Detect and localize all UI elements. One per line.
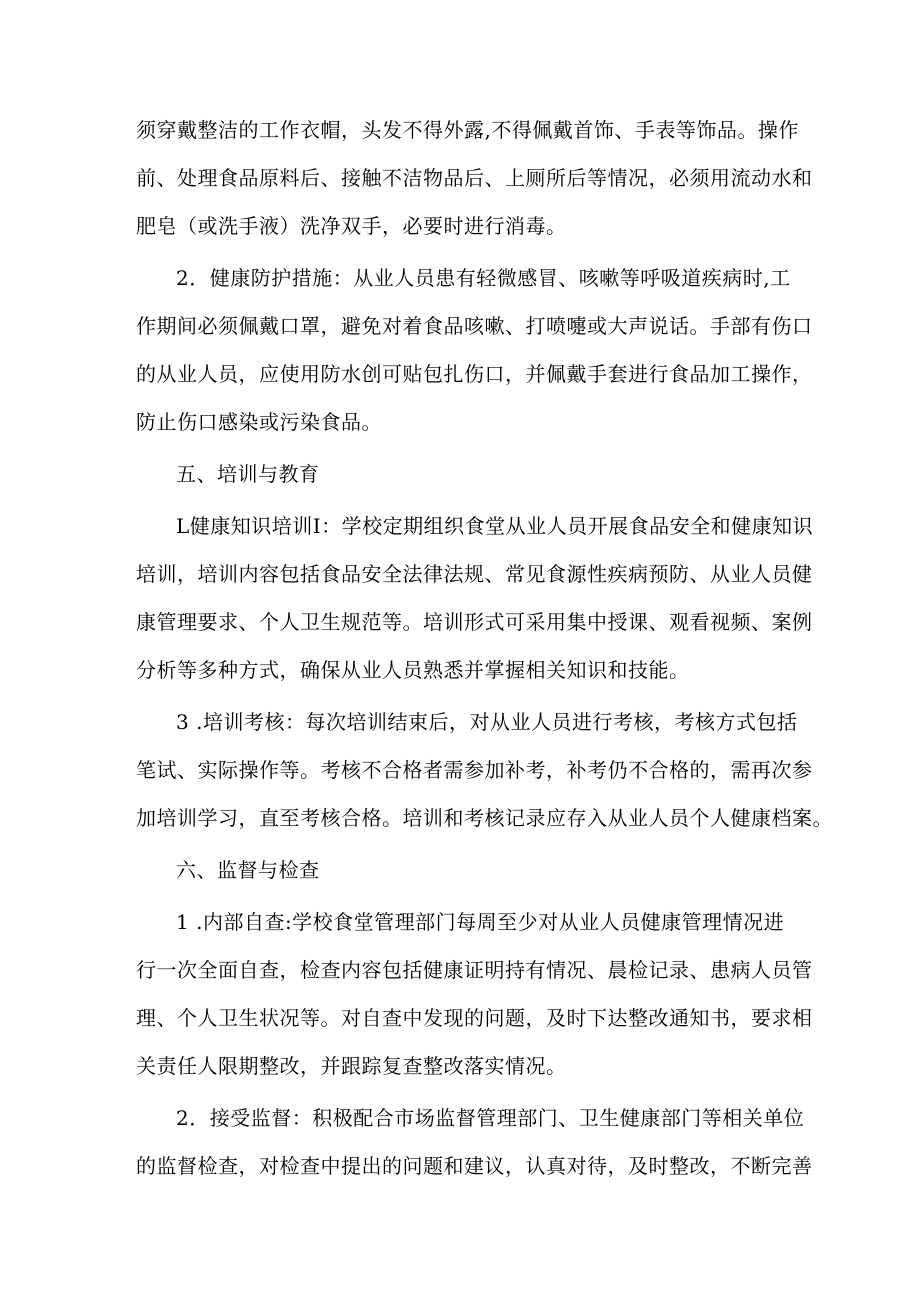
section-heading: 六、监督与检查 xyxy=(176,858,320,882)
paragraph-line: 2．健康防护措施：从业人员患有轻微感冒、咳嗽等呼吸道疾病时,工 xyxy=(176,266,791,290)
paragraph-line: 康管理要求、个人卫生规范等。培训形式可采用集中授课、观看视频、案例 xyxy=(136,610,813,634)
paragraph-line: 3 .培训考核：每次培训结束后，对从业人员进行考核，考核方式包括 xyxy=(176,710,798,734)
paragraph-line: 笔试、实际操作等。考核不合格者需参加补考，补考仍不合格的，需再次参 xyxy=(136,758,813,782)
paragraph-line: 前、处理食品原料后、接触不洁物品后、上厕所后等情况，必须用流动水和 xyxy=(136,166,813,190)
section-heading: 五、培训与教育 xyxy=(176,462,320,486)
paragraph-line: 1 .内部自查:学校食堂管理部门每周至少对从业人员健康管理情况进 xyxy=(176,910,785,934)
paragraph-line: 的监督检查，对检查中提出的问题和建议，认真对待，及时整改，不断完善 xyxy=(136,1154,813,1178)
paragraph-line: 的从业人员，应使用防水创可贴包扎伤口，并佩戴手套进行食品加工操作， xyxy=(136,362,813,386)
paragraph-line: 关责任人限期整改，并跟踪复查整改落实情况。 xyxy=(136,1054,567,1078)
paragraph-line: 加培训学习，直至考核合格。培训和考核记录应存入从业人员个人健康档案。 xyxy=(136,806,833,830)
paragraph-line: 肥皂（或洗手液）洗净双手，必要时进行消毒。 xyxy=(136,214,567,238)
paragraph-line: 作期间必须佩戴口罩，避免对着食品咳嗽、打喷嚏或大声说话。手部有伤口 xyxy=(136,314,813,338)
paragraph-line: 培训，培训内容包括食品安全法律法规、常见食源性疾病预防、从业人员健 xyxy=(136,562,813,586)
paragraph-line: 2．接受监督：积极配合市场监督管理部门、卫生健康部门等相关单位 xyxy=(176,1106,805,1130)
paragraph-line: 防止伤口感染或污染食品。 xyxy=(136,410,382,434)
paragraph-line: 分析等多种方式，确保从业人员熟悉并掌握相关知识和技能。 xyxy=(136,658,690,682)
paragraph-line: 须穿戴整洁的工作衣帽，头发不得外露,不得佩戴首饰、手表等饰品。操作 xyxy=(136,118,799,142)
paragraph-line: L健康知识培训I：学校定期组织食堂从业人员开展食品安全和健康知识 xyxy=(176,514,814,538)
paragraph-line: 理、个人卫生状况等。对自查中发现的问题，及时下达整改通知书，要求相 xyxy=(136,1006,813,1030)
paragraph-line: 行一次全面自查，检查内容包括健康证明持有情况、晨检记录、患病人员管 xyxy=(136,958,813,982)
